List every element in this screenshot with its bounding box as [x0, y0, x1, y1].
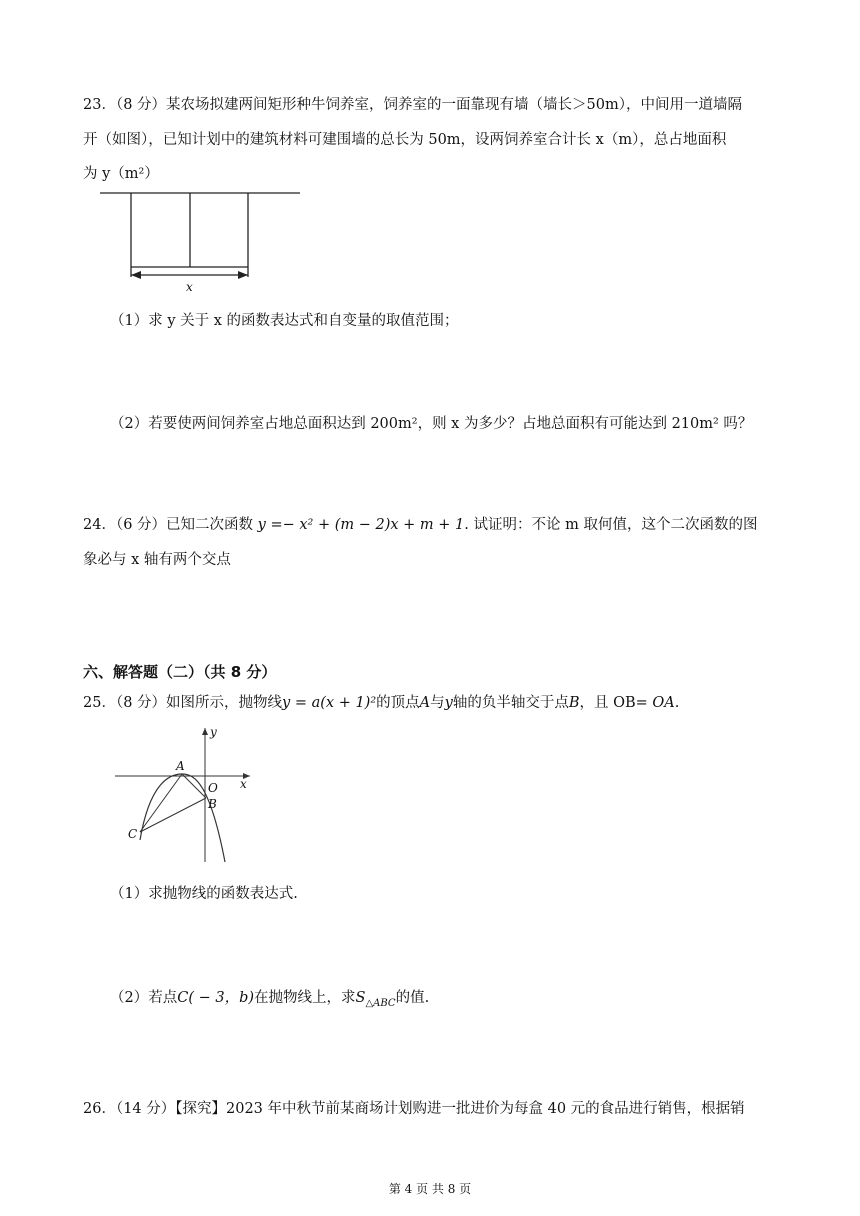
q25-part2-s: S [355, 990, 366, 1006]
q23-line3: 为 y（m²） [83, 166, 159, 182]
q26-line1: 26．（14 分）【探究】2023 年中秋节前某商场计划购进一批进价为每盒 40 元的食品进行销售，根据销 [83, 1101, 745, 1117]
q25-fig-c: C [128, 827, 138, 841]
q25-formula: y = a(x + 1)² [282, 695, 377, 711]
q25-fig-y: y [210, 725, 217, 739]
q23-figure-x-label: x [186, 280, 193, 294]
q23-line1: 23．（8 分）某农场拟建两间矩形种牛饲养室，饲养室的一面靠现有墙（墙长＞50m），中间用一道墙隔 [83, 97, 742, 113]
q25-point-b: B [568, 695, 580, 711]
q25-end: . [674, 695, 680, 711]
q24-suffix: . 试证明：不论 m 取何值，这个二次函数的图 [464, 517, 758, 533]
q24-prefix: 24．（6 分）已知二次函数 [83, 517, 258, 533]
q25-point-a: A [419, 695, 431, 711]
q25-oa: OA [652, 695, 675, 711]
q25-text-c: 轴的负半轴交于点 [452, 695, 569, 711]
q25-part2-sub: △ABC [365, 997, 396, 1009]
q24-line2: 象必与 x 轴有两个交点 [83, 552, 231, 568]
q23-figure [95, 185, 310, 295]
q25-part2 [110, 986, 429, 1009]
q25-part2-mid: 在抛物线上，求 [254, 990, 356, 1006]
page-footer: 第 4 页 共 8 页 [388, 1182, 472, 1196]
q25-figure [100, 722, 265, 867]
q25-y-var: y [444, 695, 453, 711]
q23-line2: 开（如图），已知计划中的建筑材料可建围墙的总长为 50m，设两饲养室合计长 x（m），总占地面积 [83, 132, 727, 148]
q25-text-d: ，且 OB= [579, 695, 653, 711]
q25-line1 [83, 691, 679, 712]
q25-part2-end: 的值. [395, 990, 430, 1006]
q25-part2-point: C( − 3，b) [177, 990, 255, 1006]
section-6-heading: 六、解答题（二）（共 8 分） [83, 663, 277, 681]
q25-text-a: 的顶点 [376, 695, 420, 711]
q25-part1: （1）求抛物线的函数表达式. [110, 886, 298, 902]
q25-fig-x: x [240, 777, 247, 791]
q23-part2: （2）若要使两间饲养室占地总面积达到 200m²，则 x 为多少？占地总面积有可能达到 210m² 吗？ [110, 416, 753, 432]
q23-part1: （1）求 y 关于 x 的函数表达式和自变量的取值范围； [110, 313, 459, 329]
q25-text-b: 与 [430, 695, 445, 711]
q24-line1 [83, 513, 757, 534]
q25-prefix: 25．（8 分）如图所示，抛物线 [83, 695, 283, 711]
q24-formula: y =− x² + (m − 2)x + m + 1 [257, 517, 465, 533]
q25-fig-a: A [176, 759, 185, 773]
q25-fig-o: O [208, 781, 218, 795]
q25-fig-b: B [208, 797, 217, 811]
q25-part2-prefix: （2）若点 [110, 990, 178, 1006]
